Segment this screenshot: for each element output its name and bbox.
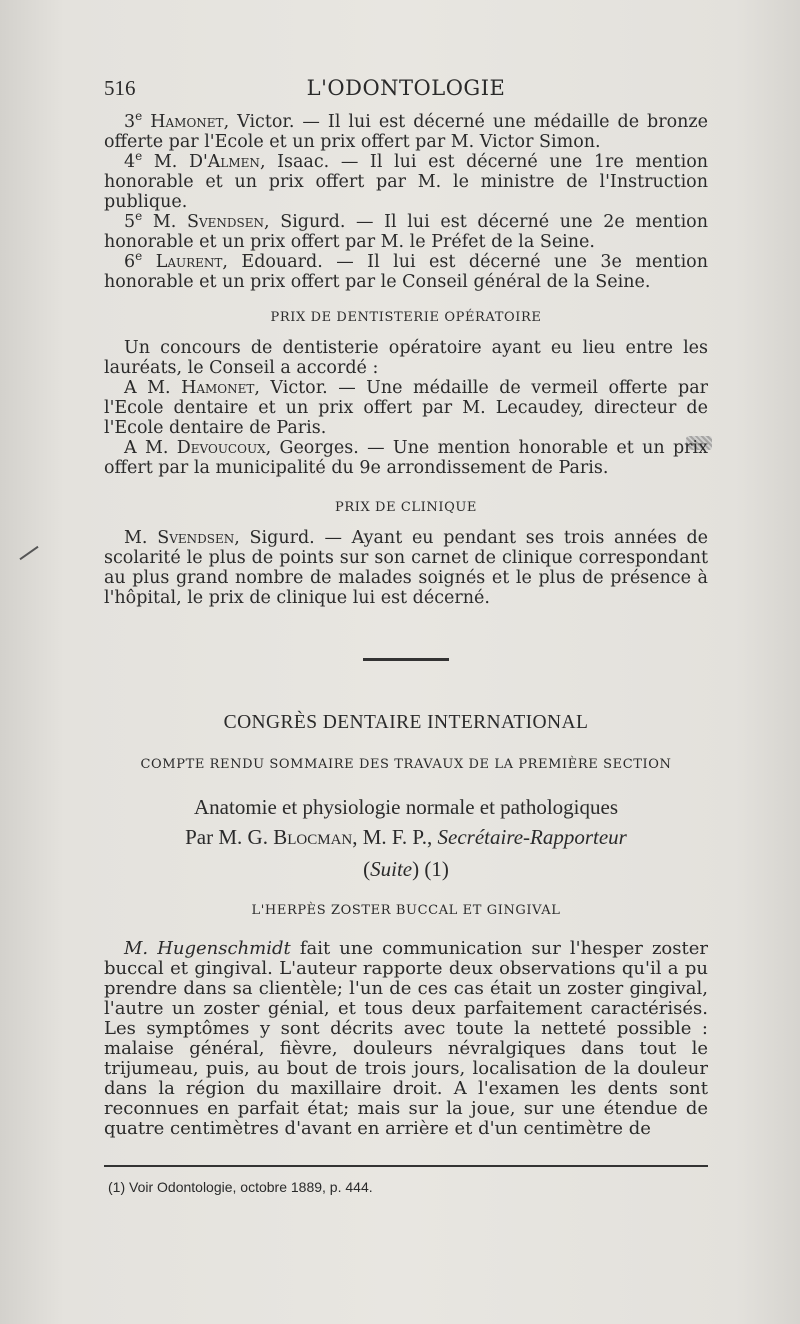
congres-title: CONGRÈS DENTAIRE INTERNATIONAL bbox=[223, 712, 589, 733]
congres-subtitle: COMPTE RENDU SOMMAIRE DES TRAVAUX DE LA PREMIÈRE SECTION bbox=[140, 757, 672, 772]
page-header bbox=[104, 78, 708, 112]
footnote: (1) Voir Odontologie, octobre 1889, p. 444. bbox=[108, 1179, 373, 1195]
operatoire-intro: Un concours de dentisterie opératoire ayant eu lieu entre les lauréats, le Conseil a accordé : bbox=[104, 338, 708, 378]
heading-herpes-zoster: L'HERPÈS ZOSTER BUCCAL ET GINGIVAL bbox=[251, 903, 561, 918]
operatoire-item-devoucoux: A M. Devoucoux, Georges. — Une mention honorable et un prix offert par la municipalité du 9e arrondissement de Paris. bbox=[104, 438, 708, 478]
clinique-paragraph: M. Svendsen, Sigurd. — Ayant eu pendant ses trois années de scolarité le plus de points sur son carnet de clinique correspondant au plus grand nombre de malades soignés et le plus de présence à l'hôpital, le prix de clinique lui est décerné. bbox=[104, 528, 709, 608]
herpes-paragraph: M. Hugenschmidt fait une communication sur l'hesper zoster buccal et gingival. L'auteur rapporte deux observations qu'il a pu prendre dans sa clientèle; l'un de ces cas était un zoster gingival, l'autre un zoster génial, et tous deux parfaitement caractérisés. Les symptômes y sont décrits avec toute la netteté possible : malaise général, fièvre, douleurs névralgiques dans tout le trijumeau, puis, au bout de trois jours, localisation de la douleur dans la région du maxillaire droit. A l'examen les dents sont reconnues en parfait état; mais sur la joue, sur une étendue de quatre centimètres d'avant en arrière et d'un centimètre de bbox=[104, 938, 708, 1139]
operatoire-item-hamonet: A M. Hamonet, Victor. — Une médaille de vermeil offerte par l'Ecole dentaire et un prix offert par M. Lecaudey, directeur de l'Ecole dentaire de Paris. bbox=[104, 378, 708, 438]
footnote-rule bbox=[104, 1165, 708, 1167]
running-title: L'ODONTOLOGIE bbox=[306, 76, 506, 100]
heading-dentisterie-operatoire: PRIX DE DENTISTERIE OPÉRATOIRE bbox=[270, 310, 542, 325]
prize-item-4: 4e M. D'Almen, Isaac. — Il lui est décerné une 1re mention honorable et un prix offert par M. le ministre de l'Instruction publique. bbox=[104, 149, 708, 212]
topic-title: Anatomie et physiologie normale et pathologiques bbox=[194, 795, 618, 819]
prize-item-3: 3e Hamonet, Victor. — Il lui est décerné une médaille de bronze offerte par l'Ecole et un prix offert par M. Victor Simon. bbox=[104, 109, 708, 152]
suite-line: (Suite) (1) bbox=[363, 857, 449, 881]
author-line: Par M. G. Blocman, M. F. P., Secrétaire-Rapporteur bbox=[185, 825, 627, 849]
section-divider bbox=[363, 658, 449, 661]
page-number: 516 bbox=[104, 76, 136, 100]
text-column bbox=[104, 78, 708, 1197]
margin-pencil-mark bbox=[19, 546, 38, 560]
heading-prix-clinique: PRIX DE CLINIQUE bbox=[334, 500, 478, 515]
prize-item-6: 6e Laurent, Edouard. — Il lui est décerné une 3e mention honorable et un prix offert par le Conseil général de la Seine. bbox=[104, 249, 708, 292]
prize-item-5: 5e M. Svendsen, Sigurd. — Il lui est décerné une 2e mention honorable et un prix offert par M. le Préfet de la Seine. bbox=[104, 209, 708, 252]
